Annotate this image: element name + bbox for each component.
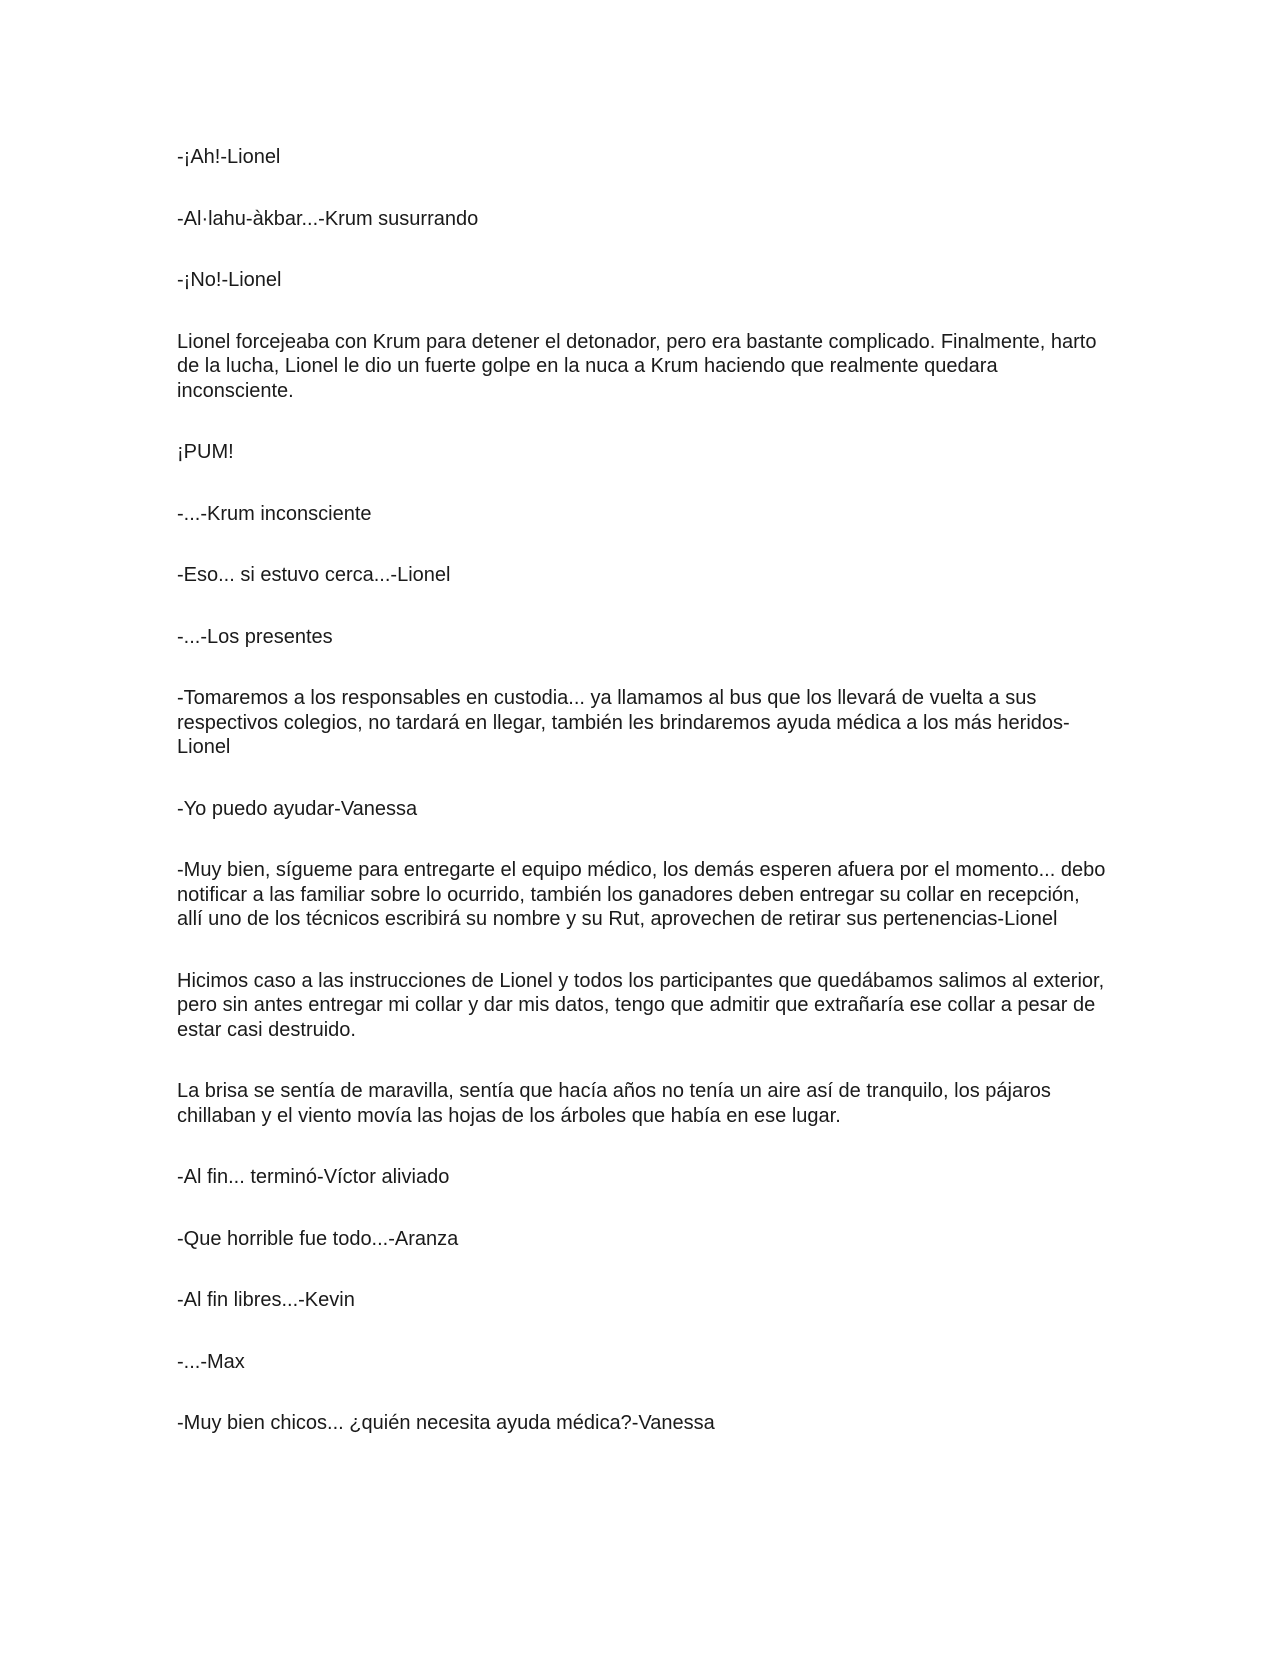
sound-effect-line: ¡PUM! [177,441,234,463]
dialogue-line: -¡Ah!-Lionel [177,146,281,168]
narrative-paragraph: La brisa se sentía de maravilla, sentía que hacía años no tenía un aire así de tranquilo, los pájaros chillaban y el viento movía las hojas de los árboles que había en ese lugar. [177,1080,1051,1127]
dialogue-line: -Eso... si estuvo cerca...-Lionel [177,564,451,586]
dialogue-line: -¡No!-Lionel [177,269,282,291]
dialogue-line: -Al·lahu-àkbar...-Krum susurrando [177,207,479,230]
dialogue-line: -...-Krum inconsciente [177,502,372,525]
dialogue-line: -...-Los presentes [177,625,333,648]
document-body [177,145,1107,1473]
dialogue-line: -Yo puedo ayudar-Vanessa [177,797,418,820]
narrative-paragraph: Lionel forcejeaba con Krum para detener el detonador, pero era bastante complicado. Finalmente, harto de la lucha, Lionel le dio un fuerte golpe en la nuca a Krum haciendo que realmente quedara inconsciente. [177,330,1097,402]
dialogue-paragraph: -Tomaremos a los responsables en custodia... ya llamamos al bus que los llevará de vuelta a sus respectivos colegios, no tardará en llegar, también les brindaremos ayuda médica a los más heridos-Lionel [177,687,1070,758]
dialogue-line: -...-Max [177,1350,245,1373]
dialogue-line: -Al fin... terminó-Víctor aliviado [177,1166,450,1188]
dialogue-line: -Muy bien chicos... ¿quién necesita ayuda médica?-Vanessa [177,1412,715,1434]
dialogue-line: -Que horrible fue todo...-Aranza [177,1227,459,1250]
narrative-paragraph: Hicimos caso a las instrucciones de Lionel y todos los participantes que quedábamos salimos al exterior, pero sin antes entregar mi collar y dar mis datos, tengo que admitir que extrañaría ese collar a pesar de estar casi destruido. [177,969,1105,1041]
dialogue-line: -Al fin libres...-Kevin [177,1289,355,1311]
dialogue-paragraph: -Muy bien, sígueme para entregarte el equipo médico, los demás esperen afuera por el momento... debo notificar a las familiar sobre lo ocurrido, también los ganadores deben entregar su collar en recepción, allí uno de los técnicos escribirá su nombre y su Rut, aprovechen de retirar sus pertenencias-Lionel [177,859,1106,930]
